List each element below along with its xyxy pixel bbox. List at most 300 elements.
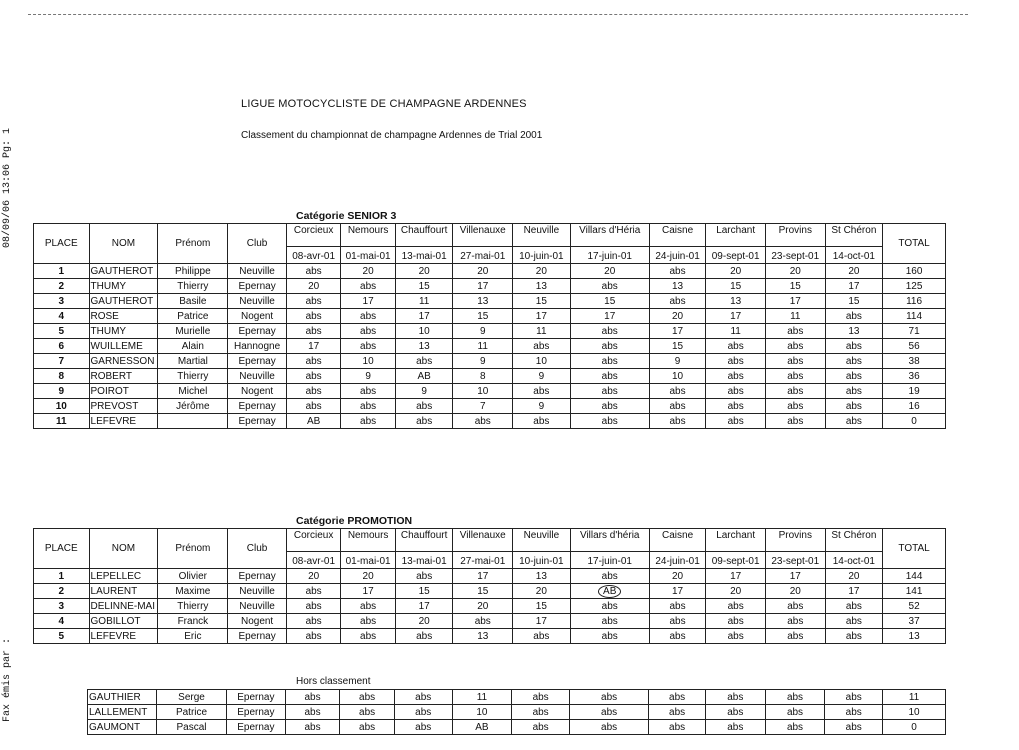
- score-cell: abs: [453, 414, 513, 429]
- event-name-header: Larchant: [706, 529, 766, 552]
- score-cell: 17: [341, 584, 395, 599]
- prenom-cell: Basile: [158, 294, 228, 309]
- score-cell: abs: [341, 324, 395, 339]
- nom-cell: LAURENT: [89, 584, 158, 599]
- event-date-header: 09-sept-01: [706, 552, 766, 569]
- total-cell: 13: [883, 629, 946, 644]
- event-name-header: Caisne: [649, 529, 706, 552]
- prenom-cell: Olivier: [158, 569, 228, 584]
- score-cell: abs: [649, 294, 706, 309]
- score-cell: abs: [512, 720, 570, 735]
- place-cell: 9: [34, 384, 90, 399]
- score-cell: abs: [765, 629, 825, 644]
- score-cell: abs: [649, 599, 706, 614]
- event-name-header: Chauffourt: [395, 224, 453, 247]
- score-cell: abs: [825, 705, 883, 720]
- circled-score: AB: [598, 585, 621, 598]
- score-cell: abs: [649, 264, 706, 279]
- club-cell: Neuville: [228, 369, 287, 384]
- score-cell: abs: [286, 614, 340, 629]
- club-cell: Hannogne: [228, 339, 287, 354]
- club-header: Club: [228, 529, 287, 569]
- place-cell: 6: [34, 339, 90, 354]
- score-cell: 11: [765, 309, 825, 324]
- score-cell: abs: [340, 690, 395, 705]
- event-name-header: Villars d'héria: [570, 529, 649, 552]
- score-cell: AB: [452, 720, 512, 735]
- table-row: [88, 705, 946, 720]
- score-cell: abs: [706, 354, 766, 369]
- club-header: Club: [228, 224, 287, 264]
- place-cell: 4: [34, 614, 90, 629]
- place-cell: 3: [34, 599, 90, 614]
- score-cell: abs: [341, 384, 395, 399]
- score-cell: abs: [285, 720, 340, 735]
- score-cell: 8: [453, 369, 513, 384]
- score-cell: 17: [286, 339, 340, 354]
- score-cell: 20: [453, 599, 513, 614]
- score-cell: 13: [453, 294, 513, 309]
- prenom-cell: Thierry: [158, 369, 228, 384]
- score-cell: abs: [570, 339, 649, 354]
- score-cell: AB: [395, 369, 453, 384]
- score-cell: abs: [825, 369, 883, 384]
- table-row: [34, 309, 946, 324]
- score-cell: abs: [705, 690, 765, 705]
- event-date-header: 27-mai-01: [453, 552, 513, 569]
- score-cell: abs: [765, 384, 825, 399]
- score-cell: abs: [706, 399, 766, 414]
- promotion-category-title: Catégorie PROMOTION: [296, 515, 413, 527]
- event-name-header: Nemours: [341, 529, 395, 552]
- event-date-header: 10-juin-01: [513, 247, 571, 264]
- club-cell: Epernay: [228, 279, 287, 294]
- table-row: [34, 599, 946, 614]
- score-cell: 17: [649, 324, 706, 339]
- prenom-cell: Jérôme: [158, 399, 228, 414]
- score-cell: 20: [765, 584, 825, 599]
- score-cell: abs: [706, 614, 766, 629]
- promotion-results-table: [33, 528, 946, 644]
- table-row: [34, 264, 946, 279]
- event-date-header: 23-sept-01: [765, 247, 825, 264]
- event-date-header: 24-juin-01: [649, 552, 706, 569]
- place-header: PLACE: [34, 224, 90, 264]
- nom-cell: LALLEMENT: [88, 705, 157, 720]
- score-cell: abs: [513, 414, 571, 429]
- table-row: [34, 629, 946, 644]
- score-cell: 9: [513, 399, 571, 414]
- score-cell: abs: [706, 339, 766, 354]
- club-cell: Epernay: [227, 705, 286, 720]
- club-cell: Epernay: [228, 629, 287, 644]
- club-cell: Epernay: [228, 414, 287, 429]
- score-cell: [570, 584, 649, 599]
- score-cell: 20: [513, 584, 571, 599]
- score-cell: 20: [341, 569, 395, 584]
- score-cell: abs: [765, 720, 825, 735]
- score-cell: abs: [649, 399, 706, 414]
- score-cell: abs: [825, 720, 883, 735]
- event-date-header: 17-juin-01: [570, 247, 649, 264]
- event-name-header: St Chéron: [825, 224, 883, 247]
- place-cell: 5: [34, 629, 90, 644]
- score-cell: 17: [765, 569, 825, 584]
- fax-sender-label: Fax émis par :: [2, 637, 13, 722]
- score-cell: 20: [825, 569, 883, 584]
- total-cell: 125: [883, 279, 946, 294]
- prenom-cell: Maxime: [158, 584, 228, 599]
- prenom-cell: Pascal: [157, 720, 227, 735]
- score-cell: abs: [395, 629, 453, 644]
- score-cell: 11: [452, 690, 512, 705]
- score-cell: abs: [570, 399, 649, 414]
- score-cell: abs: [340, 720, 395, 735]
- event-name-header: Villenauxe: [453, 529, 513, 552]
- prenom-header: Prénom: [158, 224, 228, 264]
- total-cell: 0: [883, 414, 946, 429]
- table-row: [34, 294, 946, 309]
- event-name-header: Provins: [765, 224, 825, 247]
- nom-cell: DELINNE-MAI: [89, 599, 158, 614]
- score-cell: 17: [649, 584, 706, 599]
- score-cell: abs: [825, 384, 883, 399]
- score-cell: abs: [765, 354, 825, 369]
- score-cell: 9: [649, 354, 706, 369]
- score-cell: 9: [395, 384, 453, 399]
- club-cell: Epernay: [228, 354, 287, 369]
- prenom-cell: Thierry: [158, 279, 228, 294]
- score-cell: abs: [341, 414, 395, 429]
- nom-cell: ROSE: [89, 309, 158, 324]
- nom-cell: LEFEVRE: [89, 414, 158, 429]
- table-row: [34, 339, 946, 354]
- score-cell: abs: [649, 705, 706, 720]
- prenom-cell: Eric: [158, 629, 228, 644]
- event-date-header: 24-juin-01: [649, 247, 706, 264]
- score-cell: 13: [706, 294, 766, 309]
- score-cell: 20: [649, 569, 706, 584]
- score-cell: 17: [765, 294, 825, 309]
- score-cell: 10: [452, 705, 512, 720]
- club-cell: Epernay: [228, 324, 287, 339]
- total-cell: 141: [883, 584, 946, 599]
- score-cell: 17: [825, 279, 883, 294]
- score-cell: abs: [570, 569, 649, 584]
- score-cell: abs: [286, 399, 340, 414]
- score-cell: 10: [341, 354, 395, 369]
- score-cell: abs: [513, 339, 571, 354]
- nom-cell: PREVOST: [89, 399, 158, 414]
- hors-table-body: [88, 690, 946, 735]
- score-cell: abs: [825, 354, 883, 369]
- score-cell: 17: [825, 584, 883, 599]
- total-header: TOTAL: [883, 224, 946, 264]
- score-cell: abs: [286, 309, 340, 324]
- hors-classement-table: [87, 689, 946, 735]
- score-cell: 17: [395, 599, 453, 614]
- score-cell: 15: [513, 294, 571, 309]
- nom-cell: GAUTHEROT: [89, 294, 158, 309]
- score-cell: abs: [570, 414, 649, 429]
- score-cell: 10: [513, 354, 571, 369]
- score-cell: 17: [513, 309, 571, 324]
- prenom-cell: Murielle: [158, 324, 228, 339]
- table-row: [34, 384, 946, 399]
- score-cell: 9: [341, 369, 395, 384]
- event-name-header: Larchant: [706, 224, 766, 247]
- score-cell: abs: [705, 705, 765, 720]
- score-cell: abs: [706, 599, 766, 614]
- score-cell: 20: [453, 264, 513, 279]
- score-cell: 20: [286, 569, 340, 584]
- total-cell: 114: [883, 309, 946, 324]
- nom-cell: POIROT: [89, 384, 158, 399]
- event-name-header: Caisne: [649, 224, 706, 247]
- total-cell: 38: [883, 354, 946, 369]
- score-cell: abs: [341, 339, 395, 354]
- score-cell: abs: [706, 384, 766, 399]
- score-cell: 20: [825, 264, 883, 279]
- event-name-header: Neuville: [513, 529, 571, 552]
- place-cell: 2: [34, 279, 90, 294]
- prenom-cell: Philippe: [158, 264, 228, 279]
- score-cell: abs: [570, 599, 649, 614]
- score-cell: 13: [825, 324, 883, 339]
- prenom-cell: Patrice: [157, 705, 227, 720]
- score-cell: abs: [286, 584, 340, 599]
- score-cell: abs: [765, 399, 825, 414]
- score-cell: abs: [395, 569, 453, 584]
- score-cell: abs: [394, 705, 452, 720]
- score-cell: 17: [706, 569, 766, 584]
- score-cell: abs: [285, 705, 340, 720]
- score-cell: abs: [765, 324, 825, 339]
- score-cell: abs: [513, 384, 571, 399]
- score-cell: abs: [395, 414, 453, 429]
- score-cell: abs: [825, 339, 883, 354]
- table-row: [34, 354, 946, 369]
- score-cell: 9: [513, 369, 571, 384]
- event-name-header: Villars d'Héria: [570, 224, 649, 247]
- score-cell: abs: [825, 599, 883, 614]
- nom-cell: LEFEVRE: [89, 629, 158, 644]
- senior-table-body: [34, 264, 946, 429]
- total-cell: 19: [883, 384, 946, 399]
- senior-results-table: [33, 223, 946, 429]
- nom-header: NOM: [89, 224, 158, 264]
- score-cell: 10: [453, 384, 513, 399]
- score-cell: 15: [825, 294, 883, 309]
- score-cell: abs: [569, 690, 648, 705]
- score-cell: 13: [453, 629, 513, 644]
- prenom-cell: Patrice: [158, 309, 228, 324]
- place-cell: 3: [34, 294, 90, 309]
- score-cell: abs: [765, 705, 825, 720]
- score-cell: 17: [341, 294, 395, 309]
- total-cell: 0: [883, 720, 946, 735]
- score-cell: abs: [286, 294, 340, 309]
- score-cell: 11: [395, 294, 453, 309]
- score-cell: 17: [453, 569, 513, 584]
- table-row: [34, 614, 946, 629]
- score-cell: abs: [341, 279, 395, 294]
- score-cell: 11: [706, 324, 766, 339]
- score-cell: abs: [512, 690, 570, 705]
- table-row: [34, 324, 946, 339]
- fax-timestamp: 08/09/06 13:06 Pg: 1: [2, 127, 13, 248]
- prenom-cell: Serge: [157, 690, 227, 705]
- prenom-cell: Franck: [158, 614, 228, 629]
- score-cell: 13: [395, 339, 453, 354]
- score-cell: abs: [286, 354, 340, 369]
- table-row: [88, 690, 946, 705]
- score-cell: abs: [825, 614, 883, 629]
- score-cell: abs: [706, 414, 766, 429]
- score-cell: 15: [453, 309, 513, 324]
- place-cell: 8: [34, 369, 90, 384]
- total-cell: 56: [883, 339, 946, 354]
- score-cell: 20: [395, 264, 453, 279]
- score-cell: abs: [286, 264, 340, 279]
- club-cell: Epernay: [228, 569, 287, 584]
- score-cell: abs: [825, 414, 883, 429]
- score-cell: 15: [453, 584, 513, 599]
- nom-cell: THUMY: [89, 279, 158, 294]
- event-name-header: Provins: [765, 529, 825, 552]
- score-cell: abs: [649, 614, 706, 629]
- club-cell: Neuville: [228, 584, 287, 599]
- score-cell: 15: [706, 279, 766, 294]
- score-cell: abs: [765, 369, 825, 384]
- event-name-header: Chauffourt: [395, 529, 453, 552]
- score-cell: 13: [513, 569, 571, 584]
- place-cell: 11: [34, 414, 90, 429]
- score-cell: abs: [341, 614, 395, 629]
- event-date-header: 14-oct-01: [825, 552, 883, 569]
- score-cell: 9: [453, 354, 513, 369]
- event-date-header: 13-mai-01: [395, 552, 453, 569]
- event-date-header: 14-oct-01: [825, 247, 883, 264]
- total-cell: 10: [883, 705, 946, 720]
- score-cell: abs: [453, 614, 513, 629]
- place-cell: 1: [34, 264, 90, 279]
- score-cell: abs: [569, 720, 648, 735]
- place-header: PLACE: [34, 529, 90, 569]
- score-cell: abs: [286, 324, 340, 339]
- score-cell: 20: [513, 264, 571, 279]
- nom-cell: GAUMONT: [88, 720, 157, 735]
- score-cell: abs: [286, 629, 340, 644]
- prenom-header: Prénom: [158, 529, 228, 569]
- table-row: [34, 399, 946, 414]
- score-cell: abs: [649, 384, 706, 399]
- score-cell: 15: [395, 279, 453, 294]
- event-date-header: 08-avr-01: [286, 552, 340, 569]
- score-cell: abs: [570, 324, 649, 339]
- document-title: LIGUE MOTOCYCLISTE DE CHAMPAGNE ARDENNES: [241, 98, 527, 110]
- total-cell: 37: [883, 614, 946, 629]
- table-row: [34, 584, 946, 599]
- score-cell: abs: [286, 384, 340, 399]
- total-cell: 116: [883, 294, 946, 309]
- event-date-header: 01-mai-01: [341, 247, 395, 264]
- score-cell: 15: [649, 339, 706, 354]
- place-cell: 4: [34, 309, 90, 324]
- score-cell: 10: [395, 324, 453, 339]
- club-cell: Neuville: [228, 264, 287, 279]
- score-cell: abs: [394, 690, 452, 705]
- event-name-header: St Chéron: [825, 529, 883, 552]
- place-cell: 7: [34, 354, 90, 369]
- score-cell: 20: [341, 264, 395, 279]
- total-cell: 16: [883, 399, 946, 414]
- score-cell: 20: [649, 309, 706, 324]
- event-date-header: 10-juin-01: [513, 552, 571, 569]
- score-cell: abs: [705, 720, 765, 735]
- event-date-header: 13-mai-01: [395, 247, 453, 264]
- score-cell: 17: [453, 279, 513, 294]
- club-cell: Neuville: [228, 599, 287, 614]
- table-row: [88, 720, 946, 735]
- score-cell: abs: [341, 629, 395, 644]
- club-cell: Epernay: [228, 399, 287, 414]
- event-name-header: Corcieux: [286, 224, 340, 247]
- score-cell: abs: [340, 705, 395, 720]
- nom-cell: WUILLEME: [89, 339, 158, 354]
- score-cell: abs: [512, 705, 570, 720]
- score-cell: 20: [286, 279, 340, 294]
- table-row: [34, 369, 946, 384]
- score-cell: abs: [649, 414, 706, 429]
- nom-cell: GOBILLOT: [89, 614, 158, 629]
- senior-header-row: [34, 224, 946, 247]
- nom-cell: GAUTHEROT: [89, 264, 158, 279]
- club-cell: Epernay: [227, 690, 286, 705]
- prenom-cell: [158, 414, 228, 429]
- club-cell: Epernay: [227, 720, 286, 735]
- score-cell: 20: [706, 584, 766, 599]
- score-cell: 15: [513, 599, 571, 614]
- score-cell: 20: [765, 264, 825, 279]
- score-cell: abs: [825, 399, 883, 414]
- senior-category-title: Catégorie SENIOR 3: [296, 210, 397, 222]
- score-cell: 9: [453, 324, 513, 339]
- place-cell: 5: [34, 324, 90, 339]
- total-cell: 71: [883, 324, 946, 339]
- total-cell: 11: [883, 690, 946, 705]
- score-cell: 15: [395, 584, 453, 599]
- score-cell: abs: [570, 614, 649, 629]
- score-cell: 17: [706, 309, 766, 324]
- event-name-header: Neuville: [513, 224, 571, 247]
- total-cell: 160: [883, 264, 946, 279]
- score-cell: abs: [513, 629, 571, 644]
- score-cell: 7: [453, 399, 513, 414]
- score-cell: abs: [570, 354, 649, 369]
- score-cell: abs: [341, 309, 395, 324]
- score-cell: abs: [765, 414, 825, 429]
- score-cell: 13: [649, 279, 706, 294]
- score-cell: abs: [825, 309, 883, 324]
- score-cell: 15: [570, 294, 649, 309]
- event-date-header: 27-mai-01: [453, 247, 513, 264]
- event-date-header: 09-sept-01: [706, 247, 766, 264]
- prenom-cell: Thierry: [158, 599, 228, 614]
- nom-cell: THUMY: [89, 324, 158, 339]
- promotion-table-body: [34, 569, 946, 644]
- table-row: [34, 569, 946, 584]
